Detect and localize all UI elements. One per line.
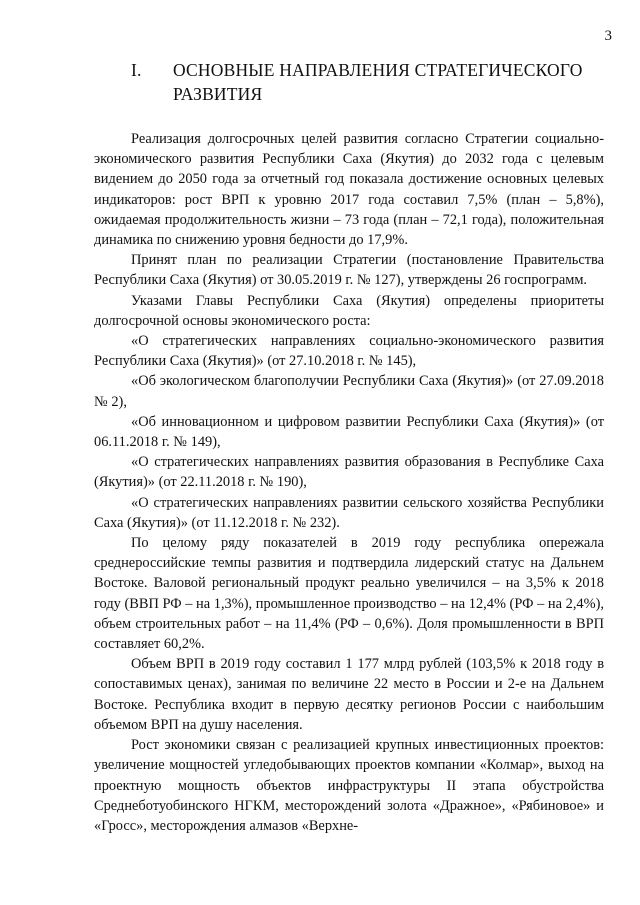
paragraph: Рост экономики связан с реализацией крупных инвестиционных проектов: увеличение мощностей угледобывающих проектов компании «Колмар», выход на проектную мощность объектов инфраструктуры II этапа обустройства Среднеботуобинского НГКМ, месторождений золота «Дражное», «Рябиновое» и «Гросс», месторождения алмазов «Верхне- (94, 737, 604, 834)
paragraph: Объем ВРП в 2019 году составил 1 177 млрд рублей (103,5% к 2018 году в сопоставимых ценах), занимая по величине 22 место в России и 2-е на Дальнем Востоке. Республика входит в первую десятку регионов России с наибольшим объемом ВРП на душу населения. (94, 656, 604, 733)
page-number: 3 (604, 28, 612, 44)
paragraph: «О стратегических направлениях социально-экономического развития Республики Саха (Якутия)» (от 27.10.2018 г. № 145), (94, 333, 604, 370)
paragraph: «О стратегических направлениях развитии сельского хозяйства Республики Саха (Якутия)» (от 11.12.2018 г. № 232). (94, 494, 604, 531)
paragraph: Принят план по реализации Стратегии (постановление Правительства Республики Саха (Якутия) от 30.05.2019 г. № 127), утверждены 26 госпрограмм. (94, 252, 604, 289)
paragraph: Реализация долгосрочных целей развития согласно Стратегии социально-экономического развития Республики Саха (Якутия) до 2032 года с целевым видением до 2050 года за отчетный год показала достижение основных целевых индикаторов: рост ВРП к уровню 2017 года составил 7,5% (план – 5,8%), ожидаемая продолжительность жизни – 73 года (план – 72,1 года), положительная динамика по снижению уровня бедности до 17,9%. (94, 131, 604, 249)
section-title: ОСНОВНЫЕ НАПРАВЛЕНИЯ СТРАТЕГИЧЕСКОГО РАЗВИТИЯ (173, 60, 583, 104)
document-body (94, 129, 604, 836)
section-numeral: I. (131, 60, 142, 80)
paragraph: По целому ряду показателей в 2019 году республика опережала среднероссийские темпы развития и подтвердила лидерский статус на Дальнем Востоке. Валовой региональный продукт реально увеличился – на 3,5% к 2018 году (ВВП РФ – на 1,3%), промышленное производство – на 12,4% (РФ – на 2,4%), объем строительных работ – на 11,4% (РФ – 0,6%). Доля промышленности в ВРП составляет 60,2%. (94, 535, 604, 653)
paragraph: «Об инновационном и цифровом развитии Республики Саха (Якутия)» (от 06.11.2018 г. № 149), (94, 413, 604, 451)
paragraph: Указами Главы Республики Саха (Якутия) определены приоритеты долгосрочной основы экономического роста: (94, 292, 604, 329)
paragraph: «Об экологическом благополучии Республики Саха (Якутия)» (от 27.09.2018 № 2), (94, 373, 604, 410)
section-heading (131, 58, 601, 106)
paragraph: «О стратегических направлениях развития образования в Республике Саха (Якутия)» (от 22.11.2018 г. № 190), (94, 454, 604, 491)
